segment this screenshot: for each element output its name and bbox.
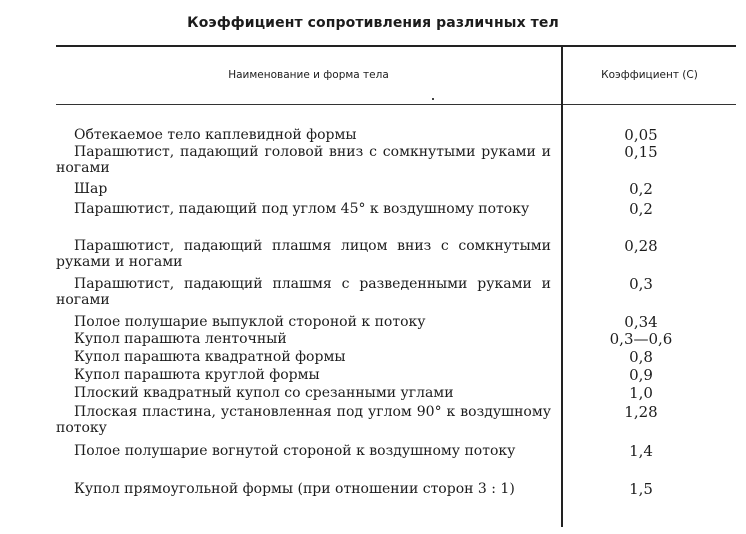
row-coefficient: 1,28 <box>624 403 658 421</box>
row-name: Парашютист, падающий плашмя с разведенными руками и ногами <box>56 276 551 308</box>
table-row <box>56 385 736 401</box>
row-name: Полое полушарие вогнутой стороной к воздушному потоку <box>74 443 516 459</box>
top-rule <box>56 45 736 47</box>
row-name: Плоская пластина, установленная под углом 90° к воздушному потоку <box>56 404 551 436</box>
table-row <box>56 127 736 143</box>
row-coefficient: 0,3—0,6 <box>609 330 673 348</box>
header-rule <box>56 104 736 105</box>
row-name: Купол парашюта квадратной формы <box>74 349 346 365</box>
row-coefficient: 0,05 <box>624 126 658 144</box>
row-coefficient: 0,34 <box>624 313 658 331</box>
table-row <box>56 404 736 436</box>
row-coefficient: 0,15 <box>624 143 658 161</box>
row-coefficient: 1,5 <box>629 480 653 498</box>
table-row <box>56 331 736 347</box>
row-coefficient: 1,4 <box>629 442 653 460</box>
row-coefficient: 0,9 <box>629 366 653 384</box>
row-name: Плоский квадратный купол со срезанными углами <box>74 385 454 401</box>
row-name: Полое полушарие выпуклой стороной к потоку <box>74 314 426 330</box>
row-coefficient: 0,8 <box>629 348 653 366</box>
row-name: Шар <box>74 181 108 197</box>
row-name: Купол парашюта ленточный <box>74 331 287 347</box>
row-name: Обтекаемое тело каплевидной формы <box>74 127 357 143</box>
row-coefficient: 0,2 <box>629 200 653 218</box>
column-header-name: Наименование и форма тела <box>228 69 389 81</box>
table-row <box>56 481 736 497</box>
table-row <box>56 314 736 330</box>
table-row <box>56 443 736 459</box>
table-title: Коэффициент сопротивления различных тел <box>187 15 559 31</box>
table-row <box>56 201 736 217</box>
column-header-coefficient: Коэффициент (С) <box>601 69 698 81</box>
row-name: Купол прямоугольной формы (при отношении сторон 3 : 1) <box>74 481 515 497</box>
row-coefficient: 0,2 <box>629 180 653 198</box>
table-row <box>56 276 736 308</box>
table-row <box>56 144 736 176</box>
table-row <box>56 349 736 365</box>
row-coefficient: 0,28 <box>624 237 658 255</box>
row-name: Парашютист, падающий головой вниз с сомкнутыми руками и ногами <box>56 144 551 176</box>
row-name: Парашютист, падающий под углом 45° к воздушному потоку <box>74 201 530 217</box>
table-row <box>56 367 736 383</box>
row-name: Парашютист, падающий плашмя лицом вниз с сомкнутыми руками и ногами <box>56 238 551 270</box>
table-row <box>56 238 736 270</box>
row-coefficient: 1,0 <box>629 384 653 402</box>
stray-mark <box>432 98 434 100</box>
row-name: Купол парашюта круглой формы <box>74 367 320 383</box>
table-row <box>56 181 736 197</box>
row-coefficient: 0,3 <box>629 275 653 293</box>
